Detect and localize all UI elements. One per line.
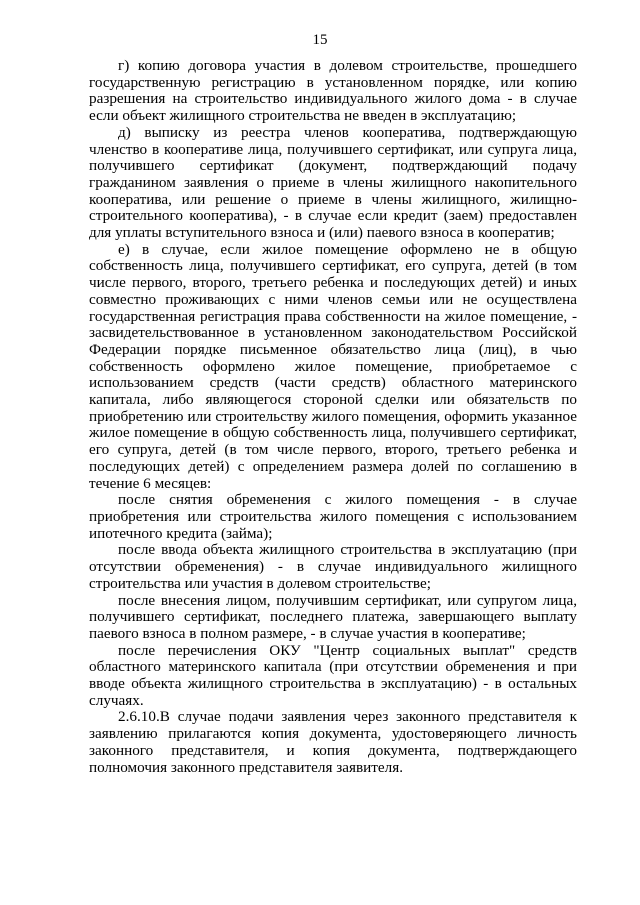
paragraph-2-6-10-legal-representative: 2.6.10.В случае подачи заявления через законного представителя к заявлению прилагаются копия документа, удостоверяющего личность законного представителя, и копия документа, подтверждающего полномочия законного представителя заявителя. (89, 708, 577, 776)
page-number: 15 (312, 32, 328, 48)
paragraph-after-cooperative-payment: после внесения лицом, получившим сертификат, или супругом лица, получившего сертификат, последнего платежа, завершающего выплату паевого взноса в полном размере, - в случае участия в кооперативе; (89, 591, 577, 642)
paragraph-d-cooperative-extract: д) выписку из реестра членов кооператива, подтверждающую членство в кооперативе лица, получившего сертификат, или супруга лица, получившего сертификат (документ, подтверждающий подачу гражданином заявления о приеме в члены жилищного накопительного кооператива, или решение о приеме в члены жилищного, жилищно-строительного кооператива), - в случае если кредит (заем) предоставлен для уплаты вступительного взноса и (или) паевого взноса в кооператив; (89, 123, 577, 242)
paragraph-g-contract-copy: г) копию договора участия в долевом строительстве, прошедшего государственную регистрацию в установленном порядке, или копию разрешения на строительство индивидуального жилого дома - в случае если объект жилищного строительства не введен в эксплуатацию; (89, 57, 577, 125)
paragraph-after-commissioning: после ввода объекта жилищного строительства в эксплуатацию (при отсутствии обременения) - в случае индивидуального жилищного строительства или участия в долевом строительстве; (89, 541, 577, 592)
document-body (89, 58, 577, 776)
paragraph-after-oku-transfer: после перечисления ОКУ "Центр социальных выплат" средств областного материнского капитала (при отсутствии обременения и при вводе объекта жилищного строительства в эксплуатацию) - в остальных случаях. (89, 641, 577, 709)
paragraph-after-encumbrance-removal: после снятия обременения с жилого помещения - в случае приобретения или строительства жилого помещения с использованием ипотечного кредита (займа); (89, 491, 577, 542)
paragraph-e-ownership-obligation: е) в случае, если жилое помещение оформлено не в общую собственность лица, получившего сертификат, его супруга, детей (в том числе первого, второго, третьего ребенка и последующих детей) и иных совместно проживающих с ними членов семьи или не осуществлена государственная регистрация права собственности на жилое помещение, - засвидетельствованное в установленном законодательством Российской Федерации порядке письменное обязательство лица (лиц), в чью собственность оформлено жилое помещение, приобретаемое с использованием средств (части средств) областного материнского капитала, либо являющегося стороной сделки или обязательств по приобретению или строительству жилого помещения, оформить указанное жилое помещение в общую собственность лица, получившего сертификат, его супруга, детей (в том числе первого, второго, третьего ребенка и последующих детей) с определением размера долей по соглашению в течение 6 месяцев: (89, 240, 577, 492)
